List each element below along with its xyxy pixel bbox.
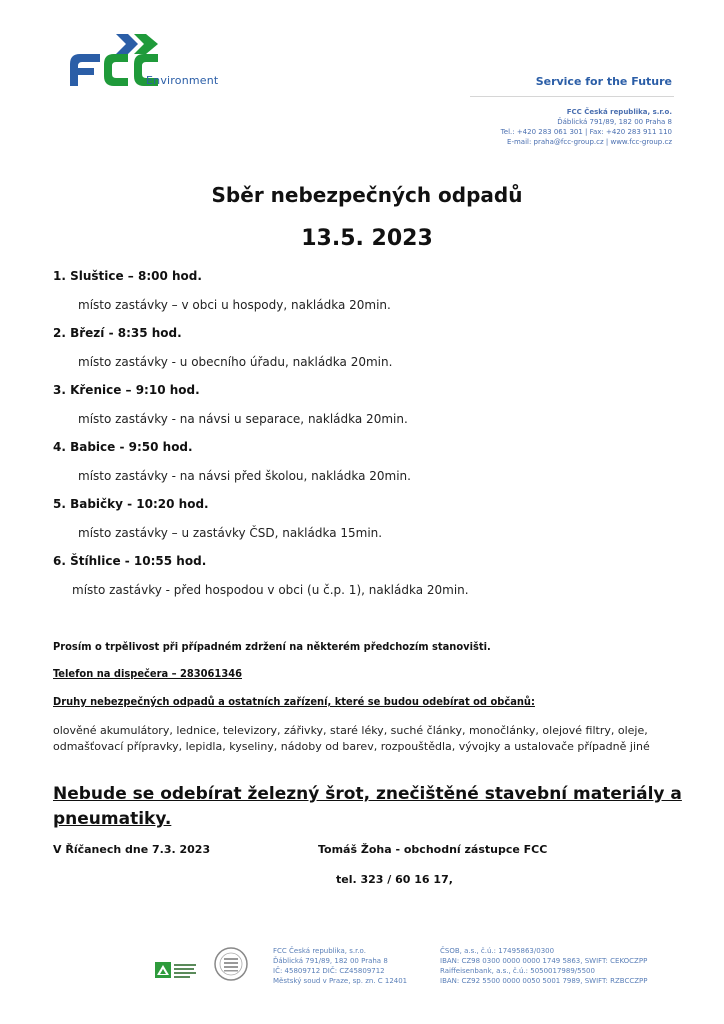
- footer-company-line: FCC Česká republika, s.r.o.: [273, 947, 366, 955]
- tagline: Service for the Future: [535, 75, 672, 88]
- company-phone-fax: Tel.: +420 283 061 301 | Fax: +420 283 911 110: [500, 128, 672, 136]
- event-date: 13.5. 2023: [301, 226, 433, 251]
- logo-subtitle: Environment: [146, 74, 219, 87]
- stop-detail: místo zastávky - na návsi před školou, nakládka 20min.: [78, 469, 411, 483]
- logo-letter-f: [70, 54, 100, 86]
- not-collected-notice: Nebude se odebírat železný šrot, znečištěné stavební materiály a pneumatiky.: [53, 784, 682, 829]
- footer-bank-line: ČSOB, a.s., č.ú.: 17495863/0300: [440, 947, 555, 955]
- stop-heading: 5. Babičky - 10:20 hod.: [53, 497, 209, 511]
- stop-detail: místo zastávky - u obecního úřadu, nakládka 20min.: [78, 355, 393, 369]
- footer-bank-line: IBAN: CZ92 5500 0000 0050 5001 7989, SWIFT: RZBCCZPP: [440, 977, 648, 985]
- footer-company-block: [273, 946, 407, 986]
- logo-letter-c1: [104, 54, 128, 86]
- stop-detail: místo zastávky – v obci u hospody, nakládka 20min.: [78, 298, 391, 312]
- company-name: FCC Česká republika, s.r.o.: [566, 108, 672, 116]
- footer-company-line: Městský soud v Praze, sp. zn. C 12401: [273, 977, 408, 985]
- footer-bank-block: [440, 946, 648, 986]
- certification-logo-icon: [155, 960, 205, 980]
- footer-bank-line: IBAN: CZ98 0300 0000 0000 1749 5863, SWIFT: CEKOCZPP: [440, 957, 648, 965]
- representative-name: Tomáš Žoha - obchodní zástupce FCC: [318, 843, 548, 856]
- dispatcher-phone: Telefon na dispečera – 283061346: [53, 667, 242, 680]
- footer-company-line: IČ: 45809712 DIČ: CZ45809712: [273, 967, 385, 975]
- stop-heading: 3. Křenice – 9:10 hod.: [53, 383, 200, 397]
- representative-phone: tel. 323 / 60 16 17,: [336, 873, 453, 886]
- waste-types-heading: Druhy nebezpečných odpadů a ostatních zařízení, které se budou odebírat od občanů:: [53, 695, 535, 708]
- page-title: Sběr nebezpečných odpadů: [211, 183, 523, 207]
- stop-heading: 1. Sluštice – 8:00 hod.: [53, 269, 202, 283]
- iso-certificate-seal-icon: [213, 946, 249, 982]
- stop-detail: místo zastávky - na návsi u separace, nakládka 20min.: [78, 412, 408, 426]
- header-divider: [470, 96, 674, 97]
- stop-heading: 6. Štíhlice - 10:55 hod.: [53, 554, 207, 568]
- place-date: V Říčanech dne 7.3. 2023: [53, 843, 211, 856]
- stop-detail: místo zastávky – u zastávky ČSD, nakládka 15min.: [78, 526, 383, 540]
- company-address: Ďáblická 791/89, 182 00 Praha 8: [557, 118, 672, 126]
- company-email-web: E-mail: praha@fcc-group.cz | www.fcc-group.cz: [507, 138, 672, 146]
- footer-bank-line: Raiffeisenbank, a.s., č.ú.: 5050017989/5500: [440, 967, 595, 975]
- footer-company-line: Ďáblická 791/89, 182 00 Praha 8: [273, 957, 388, 965]
- company-contact-block: [501, 107, 672, 147]
- stop-heading: 2. Březí - 8:35 hod.: [53, 326, 182, 340]
- patience-notice: Prosím o trpělivost při případném zdržení na některém předchozím stanovišti.: [53, 640, 491, 653]
- stop-detail: místo zastávky - před hospodou v obci (u č.p. 1), nakládka 20min.: [72, 583, 469, 597]
- waste-types-list: olověné akumulátory, lednice, televizory, zářivky, staré léky, suché články, monočlánky, olejové filtry, oleje, odmašťovací přípravky, lepidla, kyseliny, nádoby od barev, rozpouštědla, vývojky a ustalovače případně jiné: [53, 724, 650, 753]
- logo-chevron-blue: [116, 34, 138, 54]
- stop-heading: 4. Babice - 9:50 hod.: [53, 440, 193, 454]
